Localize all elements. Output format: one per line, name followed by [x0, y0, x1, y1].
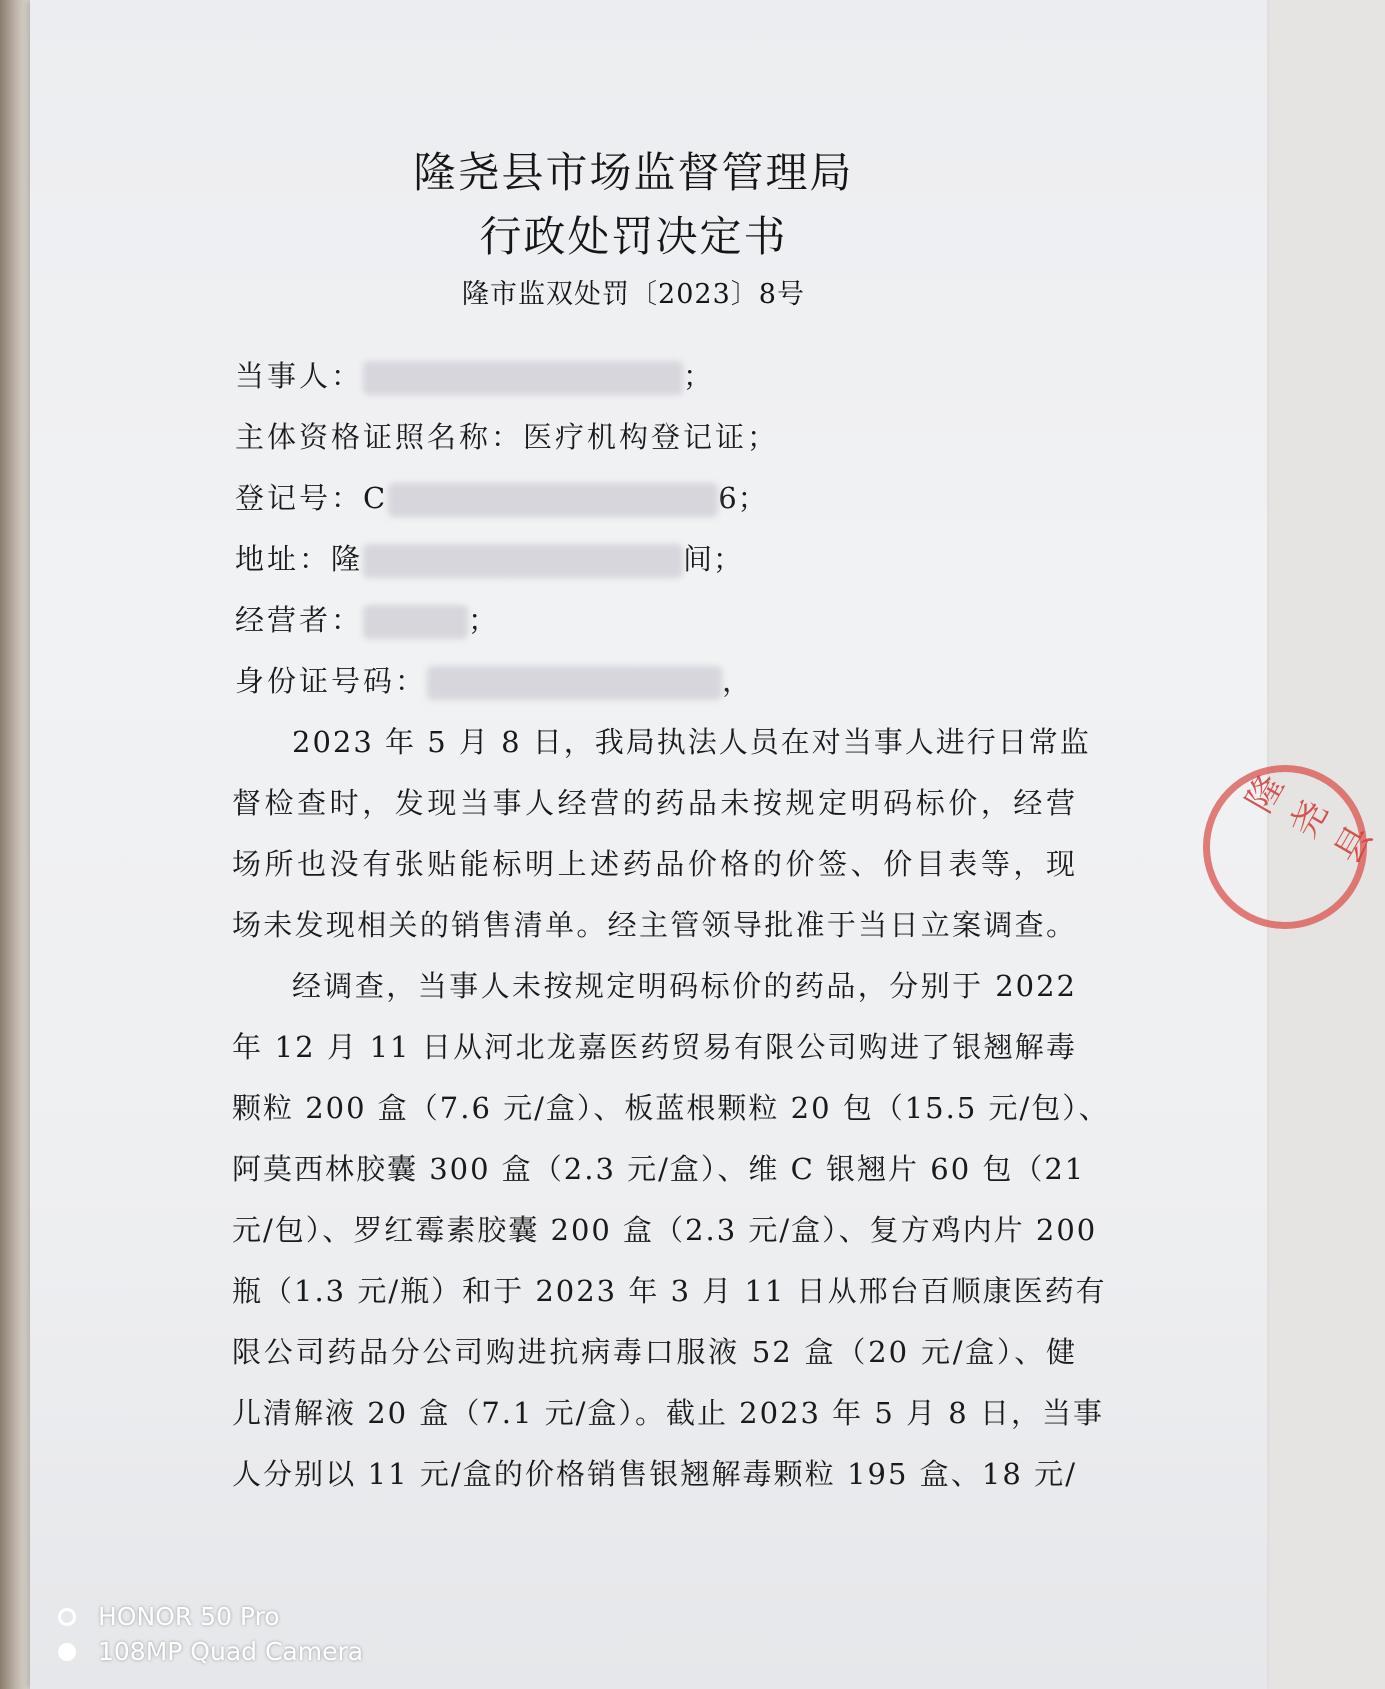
- redacted-address: [363, 544, 683, 578]
- body-line: 颗粒 200 盒（7.6 元/盒）、板蓝根颗粒 20 包（15.5 元/包）、: [232, 1091, 1110, 1125]
- party-value-end: ；: [683, 359, 714, 393]
- redacted-id-number: [427, 666, 722, 700]
- redacted-registration-number: [388, 483, 718, 517]
- camera-spec-text: 108MP Quad Camera: [98, 1637, 364, 1666]
- redacted-operator-name: [363, 605, 468, 639]
- agency-title: 隆尧县市场监督管理局: [413, 148, 854, 197]
- body-line: 人分别以 11 元/盒的价格销售银翘解毒颗粒 195 盒、18 元/: [232, 1457, 1077, 1491]
- body-line: 元/包）、罗红霉素胶囊 200 盒（2.3 元/盒）、复方鸡内片 200: [232, 1213, 1098, 1247]
- document-type-title: 行政处罚决定书: [479, 212, 788, 261]
- registration-value-end: 6；: [718, 481, 768, 515]
- body-line: 儿清解液 20 盒（7.1 元/盒）。截止 2023 年 5 月 8 日，当事: [232, 1396, 1104, 1430]
- dot-icon: [58, 1643, 76, 1661]
- license-field: [235, 415, 779, 456]
- address-field: [235, 537, 743, 578]
- body-line: 限公司药品分公司购进抗病毒口服液 52 盒（20 元/盒）、健: [232, 1335, 1077, 1369]
- address-label: 地址：: [235, 542, 332, 576]
- license-label: 主体资格证照名称：: [235, 420, 524, 454]
- camera-model-text: HONOR 50 Pro: [98, 1602, 280, 1631]
- body-line: 年 12 月 11 日从河北龙嘉医药贸易有限公司购进了银翘解毒: [232, 1030, 1077, 1064]
- address-value-end: 间；: [683, 542, 744, 576]
- camera-watermark-model: [58, 1602, 280, 1631]
- camera-watermark-spec: [58, 1637, 363, 1666]
- party-label: 当事人：: [235, 359, 364, 393]
- document-number: 隆市监双处罚〔2023〕8号: [462, 279, 805, 310]
- registration-label: 登记号：: [235, 481, 364, 515]
- license-value: 医疗机构登记证；: [523, 420, 780, 454]
- id-number-label: 身份证号码：: [235, 664, 428, 698]
- redacted-party-name: [363, 361, 683, 395]
- id-number-value-end: ，: [722, 664, 753, 698]
- registration-field: [235, 476, 768, 517]
- registration-value-start: C: [363, 481, 389, 515]
- body-line: 瓶（1.3 元/瓶）和于 2023 年 3 月 11 日从邢台百顺康医药有: [232, 1274, 1107, 1308]
- address-value-start: 隆: [331, 542, 364, 576]
- seal-text: 隆尧县: [1238, 764, 1383, 871]
- party-field: [235, 354, 713, 395]
- body-line: 经调查，当事人未按规定明码标价的药品，分别于 2022: [292, 969, 1077, 1003]
- operator-label: 经营者：: [235, 603, 364, 637]
- body-line: 阿莫西林胶囊 300 盒（2.3 元/盒）、维 C 银翘片 60 包（21: [232, 1152, 1086, 1186]
- body-line: 2023 年 5 月 8 日，我局执法人员在对当事人进行日常监: [292, 725, 1091, 759]
- ring-icon: [58, 1608, 76, 1626]
- id-number-field: [235, 659, 752, 700]
- body-line: 场未发现相关的销售清单。经主管领导批准于当日立案调查。: [232, 908, 1077, 942]
- operator-field: [235, 598, 498, 639]
- body-line: 场所也没有张贴能标明上述药品价格的价签、价目表等，现: [232, 847, 1077, 881]
- body-line: 督检查时，发现当事人经营的药品未按规定明码标价，经营: [232, 786, 1077, 820]
- operator-value-end: ；: [468, 603, 499, 637]
